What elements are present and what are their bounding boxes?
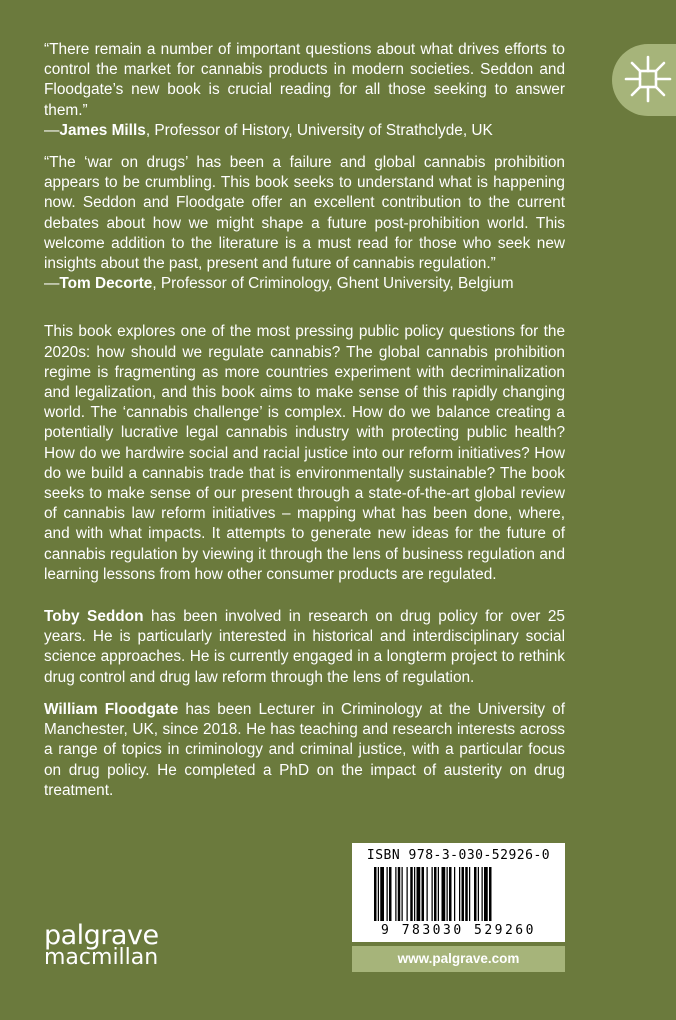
barcode-bar — [395, 867, 396, 921]
barcode-bar — [474, 867, 477, 921]
barcode-bar — [432, 867, 433, 921]
barcode-bar — [462, 867, 465, 921]
barcode-bar — [398, 867, 401, 921]
barcode-bar — [442, 867, 446, 921]
publisher-website[interactable]: www.palgrave.com — [352, 946, 565, 972]
barcode-bar — [459, 867, 460, 921]
em-dash: — — [44, 121, 60, 139]
cover-text — [44, 40, 565, 801]
isbn-label: ISBN 978-3-030-52926-0 — [366, 848, 551, 863]
barcode-bar — [469, 867, 470, 921]
barcode-bar — [465, 867, 468, 921]
barcode-bar — [447, 867, 448, 921]
barcode-bar — [422, 867, 425, 921]
isbn-digits: 9 783030 529260 — [381, 923, 536, 938]
author-bio-text: has been Lecturer in Criminology at the University of Manchester, UK, since 2018. He has teaching and research interests across a range of topics in criminology and criminal justice, with a particular focus on drug policy. He completed a PhD on the impact of austerity on drug treatment. — [44, 700, 565, 799]
author-bio — [44, 607, 565, 688]
endorsement-quote — [44, 153, 565, 294]
palgrave-star-icon — [624, 54, 672, 104]
barcode-bar — [454, 867, 455, 921]
barcode-bar — [434, 867, 437, 921]
publisher-name-line1: palgrave — [44, 920, 159, 951]
barcode-bar — [380, 867, 384, 921]
barcode-bar — [407, 867, 408, 921]
barcode-bar — [417, 867, 421, 921]
barcode-bar — [427, 867, 428, 921]
quote-text: “There remain a number of important questions about what drives efforts to control the market for cannabis products in modern societies. Seddon and Floodgate’s new book is crucial reading for all those seeking to answer them.” — [44, 41, 565, 119]
quote-attribution — [44, 121, 565, 141]
barcode-bar — [484, 867, 488, 921]
barcode-bar — [387, 867, 388, 921]
barcode-bar — [478, 867, 479, 921]
isbn-barcode — [352, 843, 565, 942]
book-blurb: This book explores one of the most pressing public policy questions for the 2020s: how should we regulate cannabis? The global cannabis prohibition regime is fragmenting as more countries experiment with decriminalization and legalization, and this book aims to make sense of this rapidly changing world. The ‘cannabis challenge’ is complex. How do we balance creating a potentially lucrative legal cannabis industry with protecting public health? How do we hardwire social and racial justice into our reform initiatives? How do we build a cannabis trade that is environmentally sustainable? The book seeks to make sense of our present through a state-of-the-art global review of cannabis law reform initiatives – mapping what has been done, where, and with what impacts. It attempts to generate new ideas for the future of cannabis regulation by viewing it through the lens of business regulation and learning lessons from how other consumer products are regulated. — [44, 323, 565, 583]
barcode-bar — [438, 867, 439, 921]
author-bio-text: has been involved in research on drug policy for over 25 years. He is particularly interested in historical and interdisciplinary social science approaches. He is currently engaged in a longterm project to rethink drug control and drug law reform through the lens of regulation. — [44, 608, 565, 686]
barcode-bar — [489, 867, 492, 921]
author-name: Toby Seddon — [44, 608, 144, 626]
barcode-bar — [374, 867, 377, 921]
palgrave-emblem — [612, 44, 676, 116]
endorser-affiliation: , Professor of Criminology, Ghent University, Belgium — [152, 275, 514, 293]
endorser-name: James Mills — [59, 121, 146, 139]
barcode-bar — [389, 867, 392, 921]
barcode-bar — [410, 867, 413, 921]
barcode-bar — [449, 867, 452, 921]
endorsement-quote — [44, 40, 565, 141]
barcode-bar — [378, 867, 379, 921]
barcode-bar — [402, 867, 403, 921]
endorser-affiliation: , Professor of History, University of Strathclyde, UK — [145, 121, 493, 139]
barcode-bars — [374, 867, 544, 923]
em-dash: — — [44, 275, 60, 293]
publisher-name-line2: macmillan — [44, 945, 159, 970]
barcode-bar — [482, 867, 483, 921]
endorser-name: Tom Decorte — [59, 275, 153, 293]
author-bio — [44, 700, 565, 801]
quote-text: “The ‘war on drugs’ has been a failure and global cannabis prohibition appears to be crumbling. This book seeks to understand what is happening now. Seddon and Floodgate offer an excellent contribution to the current debates about how we might shape a future post-prohibition world. This welcome addition to the literature is a must read for those who seek new insights about the past, present and future of cannabis regulation.” — [44, 154, 565, 273]
barcode-bar — [414, 867, 415, 921]
publisher-logo — [44, 920, 159, 970]
quote-attribution — [44, 274, 565, 294]
author-name: William Floodgate — [44, 700, 179, 718]
